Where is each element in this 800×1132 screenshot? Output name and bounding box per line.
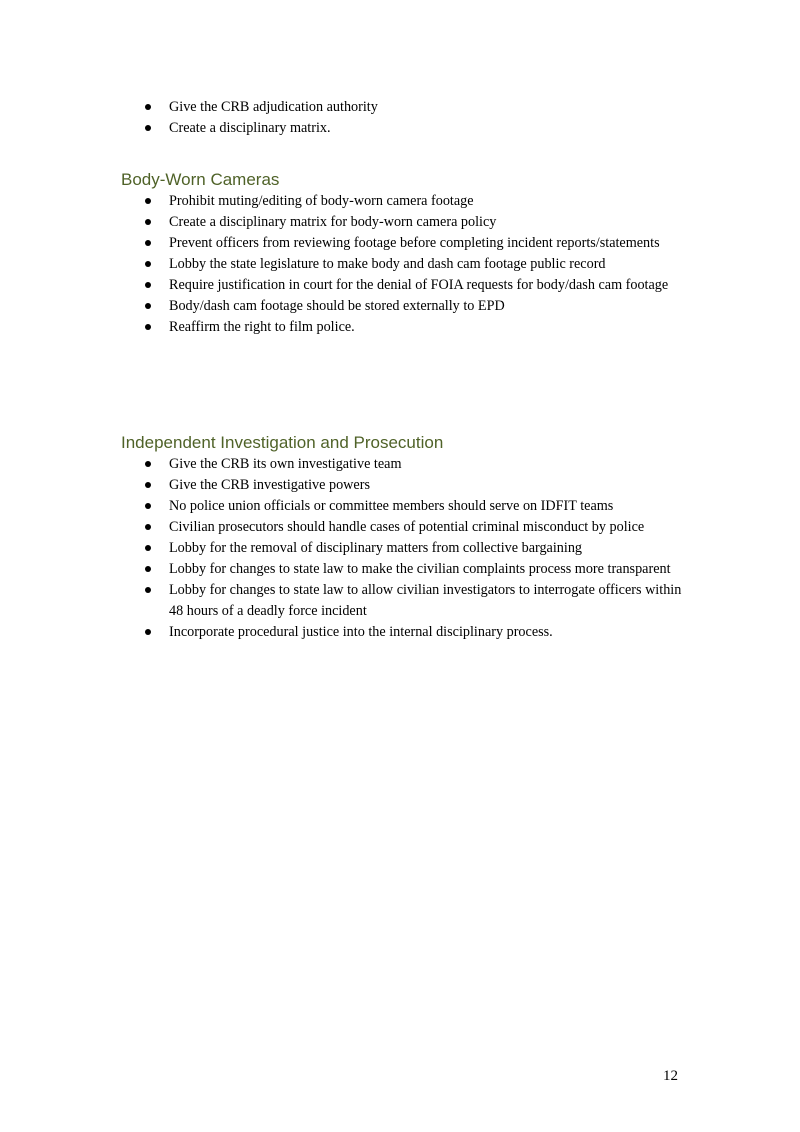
list-item: Civilian prosecutors should handle cases of potential criminal misconduct by police: [145, 517, 685, 538]
intro-list: [145, 97, 685, 139]
bullet-icon: [145, 461, 151, 467]
bullet-icon: [145, 303, 151, 309]
list-item: Lobby for changes to state law to allow civilian investigators to interrogate officers within 48 hours of a deadly force incident: [145, 580, 685, 622]
bullet-icon: [145, 282, 151, 288]
bullet-icon: [145, 587, 151, 593]
list-item: Lobby the state legislature to make body and dash cam footage public record: [145, 254, 685, 275]
body-worn-list: [145, 191, 685, 338]
bullet-icon: [145, 261, 151, 267]
section-heading-independent-investigation: Independent Investigation and Prosecution: [121, 433, 444, 452]
list-item: Require justification in court for the denial of FOIA requests for body/dash cam footage: [145, 275, 685, 296]
bullet-icon: [145, 545, 151, 551]
bullet-icon: [145, 198, 151, 204]
list-item: Prohibit muting/editing of body-worn camera footage: [145, 191, 685, 212]
list-item: Give the CRB adjudication authority: [145, 97, 685, 118]
bullet-icon: [145, 125, 151, 131]
bullet-icon: [145, 104, 151, 110]
bullet-icon: [145, 482, 151, 488]
list-item: Lobby for changes to state law to make the civilian complaints process more transparent: [145, 559, 685, 580]
list-item: Incorporate procedural justice into the internal disciplinary process.: [145, 622, 685, 643]
list-item: Give the CRB investigative powers: [145, 475, 685, 496]
list-item: Reaffirm the right to film police.: [145, 317, 685, 338]
bullet-icon: [145, 566, 151, 572]
bullet-icon: [145, 629, 151, 635]
list-item: Prevent officers from reviewing footage before completing incident reports/statements: [145, 233, 685, 254]
list-item: Create a disciplinary matrix for body-worn camera policy: [145, 212, 685, 233]
bullet-icon: [145, 219, 151, 225]
bullet-icon: [145, 524, 151, 530]
list-item: No police union officials or committee members should serve on IDFIT teams: [145, 496, 685, 517]
investigation-list: [145, 454, 685, 643]
list-item: Create a disciplinary matrix.: [145, 118, 685, 139]
page-number: 12: [663, 1068, 678, 1084]
list-item: Body/dash cam footage should be stored externally to EPD: [145, 296, 685, 317]
list-item: Give the CRB its own investigative team: [145, 454, 685, 475]
bullet-icon: [145, 503, 151, 509]
bullet-icon: [145, 240, 151, 246]
list-item: Lobby for the removal of disciplinary matters from collective bargaining: [145, 538, 685, 559]
section-heading-body-worn-cameras: Body-Worn Cameras: [121, 170, 280, 189]
bullet-icon: [145, 324, 151, 330]
